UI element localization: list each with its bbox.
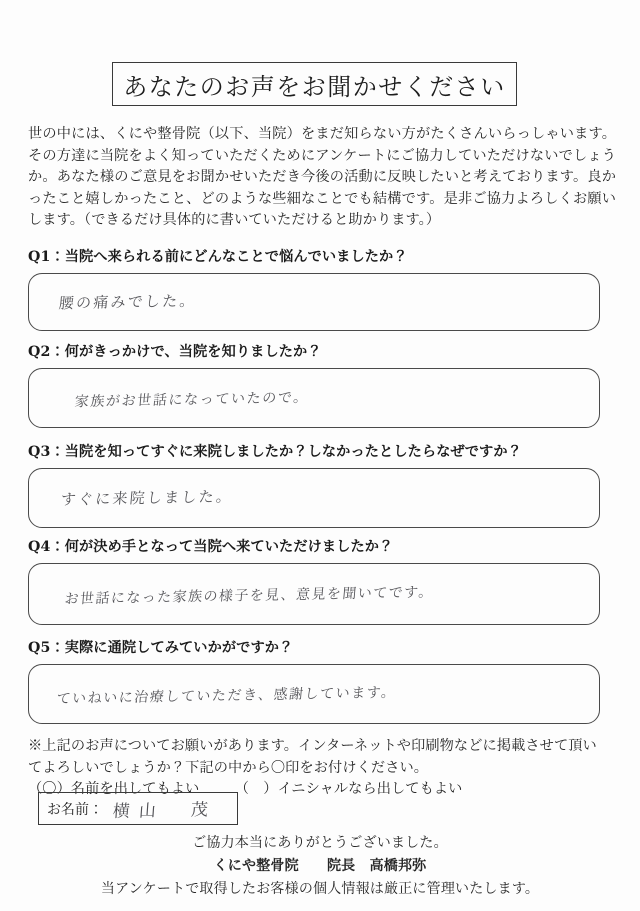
answer-text-q2: 家族がお世話になっていたので。 — [74, 389, 310, 411]
intro-paragraph — [28, 124, 616, 232]
footer-thanks: ご協力本当にありがとうございました。 — [192, 835, 448, 851]
footer-privacy-note: 当アンケートで取得したお客様の個人情報は厳正に管理いたします。 — [100, 881, 540, 897]
footer — [0, 832, 640, 901]
name-field-label: お名前： — [47, 801, 103, 818]
consent-section — [28, 736, 616, 801]
consent-option-initials[interactable]: （ ）イニシャルなら出してもよい — [234, 781, 463, 797]
consent-note-line-2: てよろしいでしょうか？下記の中から〇印をお付けください。 — [28, 759, 429, 776]
question-label-q1: Q1：当院へ来られる前にどんなことで悩んでいましたか？ — [28, 249, 408, 265]
question-block-q2 — [28, 341, 600, 428]
footer-clinic-line — [0, 855, 640, 878]
answer-box-q3[interactable] — [28, 468, 600, 528]
answer-box-q5[interactable] — [28, 664, 600, 724]
footer-director: 院長 高橋邦弥 — [326, 858, 427, 874]
name-field-value: 横山 茂 — [112, 800, 218, 822]
question-block-q3 — [28, 441, 600, 528]
consent-note-line-1: ※上記のお声についてお願いがあります。インターネットや印刷物などに掲載させて頂い — [28, 738, 597, 754]
answer-text-q4: お世話になった家族の様子を見、意見を聞いてです。 — [63, 584, 435, 608]
question-label-q2: Q2：何がきっかけで、当院を知りましたか？ — [28, 344, 322, 360]
answer-box-q1[interactable] — [28, 273, 600, 331]
answer-text-q5: ていねいに治療していただき、感謝しています。 — [55, 684, 398, 708]
page-title: あなたのお声をお聞かせください — [123, 72, 506, 101]
answer-text-q3: すぐに来院しました。 — [60, 487, 234, 509]
question-label-q5: Q5：実際に通院してみていかがですか？ — [28, 640, 294, 656]
answer-text-q1: 腰の痛みでした。 — [58, 291, 198, 313]
question-label-q4: Q4：何が決め手となって当院へ来ていただけましたか？ — [28, 539, 394, 555]
page-title-box — [112, 62, 517, 106]
question-block-q4 — [28, 536, 600, 625]
consent-option-full-name[interactable]: （〇）名前を出してもよい — [28, 781, 200, 797]
footer-clinic-name: くにや整骨院 — [213, 858, 299, 874]
intro-text: 世の中には、くにや整骨院（以下、当院）をまだ知らない方がたくさんいらっしゃいます。その方達に当院をよく知っていただくためにアンケートにご協力していただけないでしょうか。あなた様のご意見をお聞かせいただき今後の活動に反映したいと考えております。良かったこと嬉しかったこと、どのような些細なことでも結構です。是非ご協力よろしくお願いします。（できるだけ具体的に書いていただけると助かります。） — [28, 126, 616, 228]
question-label-q3: Q3：当院を知ってすぐに来院しましたか？しなかったとしたらなぜですか？ — [28, 444, 522, 460]
question-block-q5 — [28, 637, 600, 724]
question-block-q1 — [28, 246, 600, 331]
answer-box-q4[interactable] — [28, 563, 600, 625]
answer-box-q2[interactable] — [28, 368, 600, 428]
name-field[interactable] — [38, 792, 238, 825]
